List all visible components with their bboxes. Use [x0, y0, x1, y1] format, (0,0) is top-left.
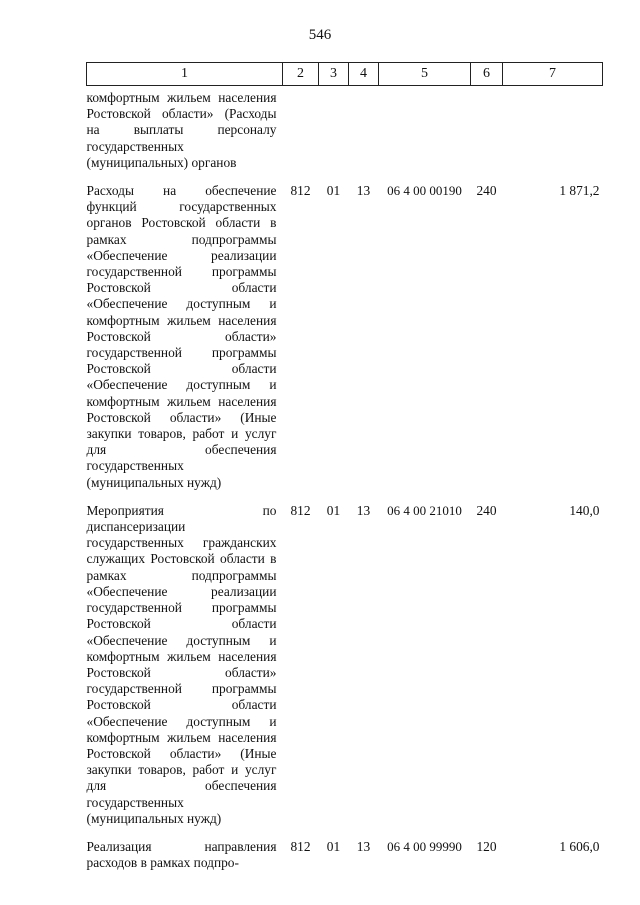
row-amount: 140,0: [569, 502, 600, 518]
row-code-subsection: 13: [356, 838, 371, 854]
row-code-section: 01: [326, 183, 341, 199]
row-code-target: 06 4 00 21010: [387, 502, 462, 518]
row-description: Реализация направления расходов в рамках подпро-: [86, 838, 277, 871]
row-code-target: 06 4 00 00190: [387, 183, 462, 199]
row-code-subsection: 13: [356, 502, 371, 518]
row-code-expense-type: [471, 86, 503, 172]
row-description: комфортным жильем населения Ростовской области» (Расходы на выплаты персоналу государственных (муниципальных) органов: [86, 90, 277, 170]
row-code-admin: [283, 86, 319, 172]
row-code-expense-type: 120: [476, 838, 497, 854]
row-code-admin: 812: [290, 838, 311, 854]
page-number: 546: [308, 27, 332, 43]
budget-table: [86, 62, 603, 871]
row-code-section: 01: [326, 838, 341, 854]
row-code-expense-type: 240: [476, 502, 497, 518]
row-description: Расходы на обеспечение функций государственных органов Ростовской области в рамках подпрограммы «Обеспечение реализации государственной программы Ростовской области «Обеспечение доступным и комфортным жильем населения Ростовской области» государственной программы Ростовской области «Обеспечение доступным и комфортным жильем населения Ростовской области» (Иные закупки товаров, работ и услуг для обеспечения государственных (муниципальных нужд): [86, 183, 277, 490]
table-row: [87, 171, 603, 491]
table-header-row: [87, 63, 603, 86]
row-code-target: 06 4 00 99990: [387, 838, 462, 854]
row-code-subsection: [349, 86, 379, 172]
column-header-1: 1: [87, 63, 283, 86]
row-amount: [503, 86, 603, 172]
column-header-3: 3: [319, 63, 349, 86]
row-code-subsection: 13: [356, 183, 371, 199]
table-row: [87, 491, 603, 827]
row-code-expense-type: 240: [476, 183, 497, 199]
row-amount: 1 871,2: [559, 183, 600, 199]
row-code-section: 01: [326, 502, 341, 518]
column-header-4: 4: [349, 63, 379, 86]
table-row: [87, 827, 603, 871]
budget-table-container: [86, 62, 602, 871]
row-description: Мероприятия по диспансеризации государственных гражданских служащих Ростовской области в рамках подпрограммы «Обеспечение реализации государственной программы Ростовской области «Обеспечение доступным и комфортным жильем населения Ростовской области» государственной программы Ростовской области «Обеспечение доступным и комфортным жильем населения Ростовской области» (Иные закупки товаров, работ и услуг для обеспечения государственных (муниципальных нужд): [86, 502, 277, 826]
row-amount: 1 606,0: [559, 838, 600, 854]
row-code-admin: 812: [290, 183, 311, 199]
column-header-7: 7: [503, 63, 603, 86]
column-header-6: 6: [471, 63, 503, 86]
row-code-admin: 812: [290, 502, 311, 518]
column-header-5: 5: [379, 63, 471, 86]
row-code-target: [379, 86, 471, 172]
column-header-2: 2: [283, 63, 319, 86]
table-row: [87, 86, 603, 172]
row-code-section: [319, 86, 349, 172]
